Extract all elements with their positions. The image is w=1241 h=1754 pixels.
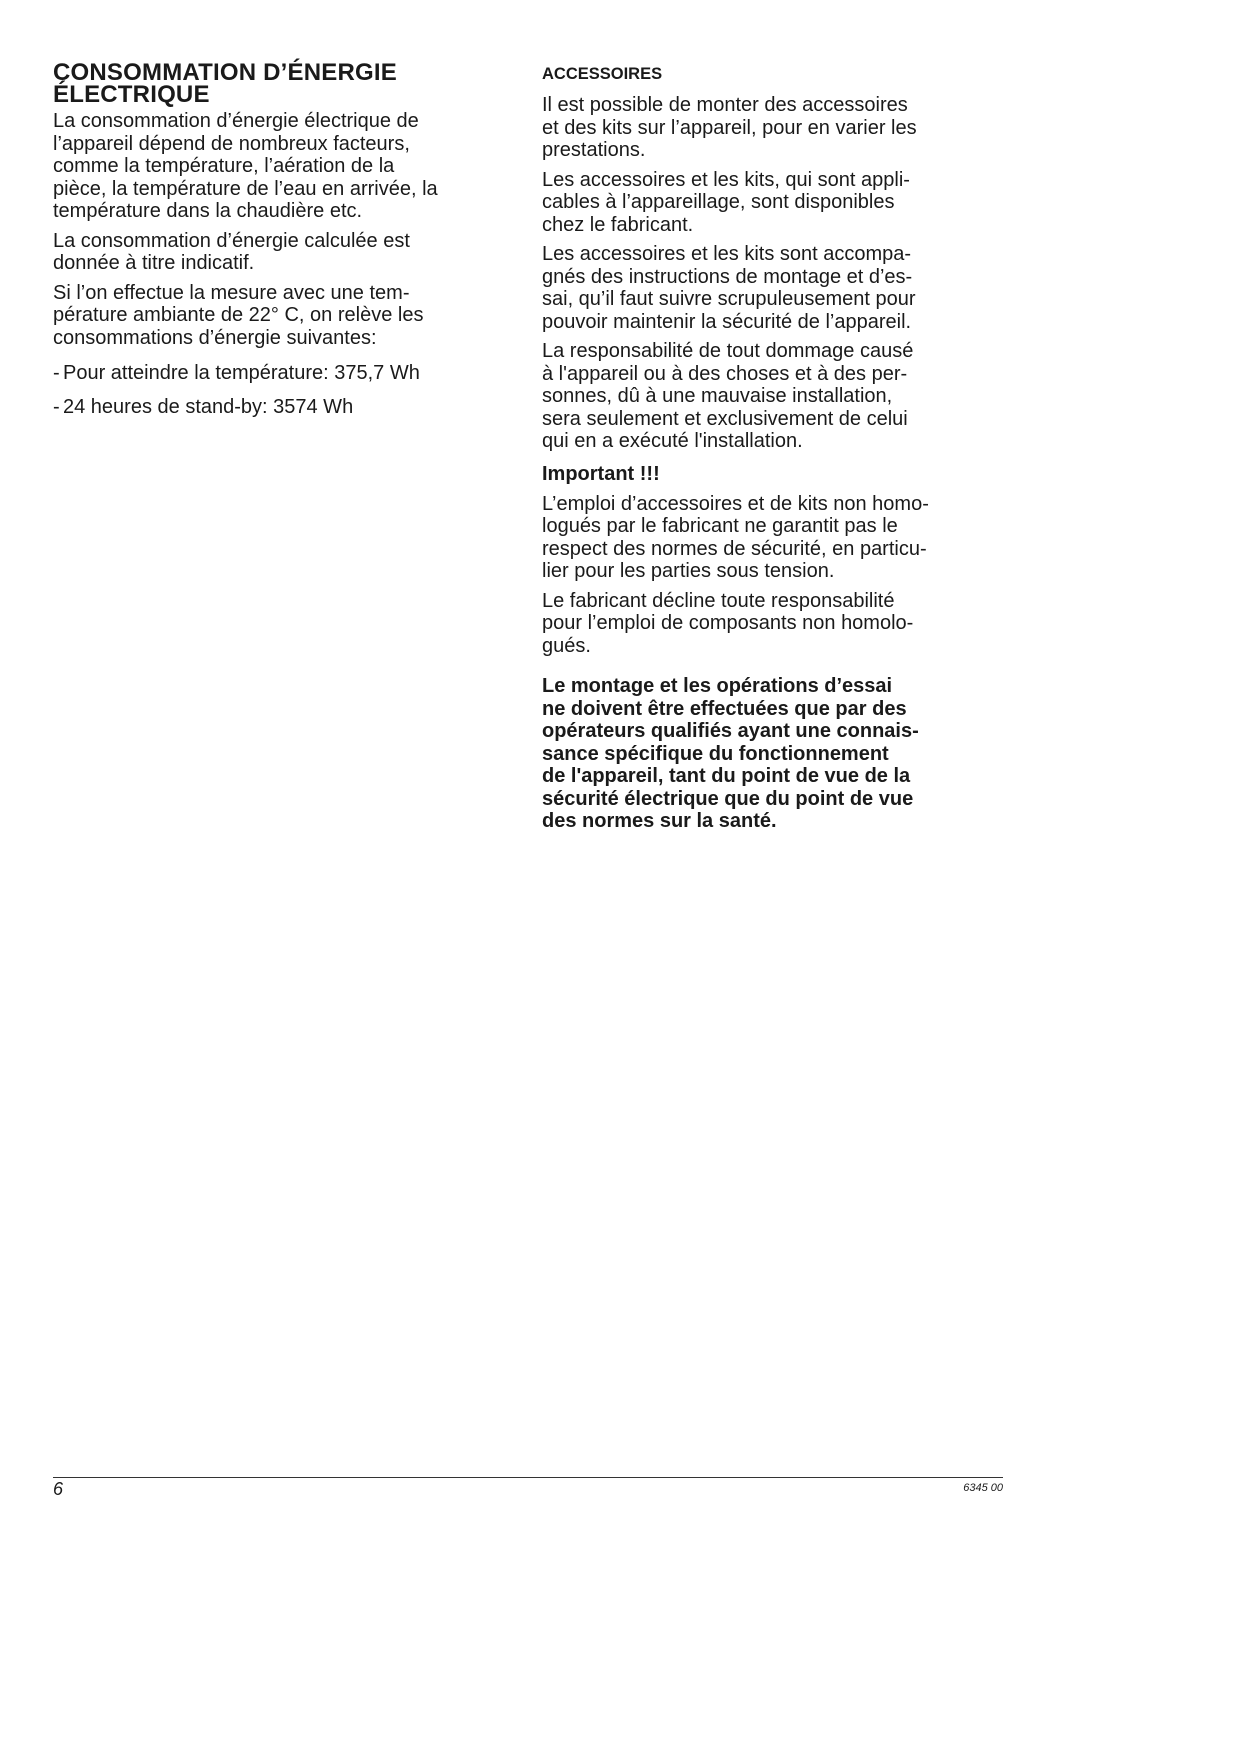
document-code: 6345 00 [963, 1482, 1003, 1494]
list-item-text: 24 heures de stand-by: 3574 Wh [63, 395, 354, 418]
important-paragraph-2: Le fabricant décline toute responsabilité pour l’emploi de composants non homolo- gués. [542, 589, 914, 657]
page-number: 6 [53, 1479, 64, 1499]
accessories-paragraph-1: Il est possible de monter des accessoires et des kits sur l’appareil, pour en varier les prestations. [542, 94, 917, 161]
list-item-text: Pour atteindre la température: 375,7 Wh [63, 362, 420, 384]
list-item [53, 362, 521, 385]
energy-paragraph-1: La consommation d’énergie électrique de l’appareil dépend de nombreux facteurs, comme la température, l’aération de la pièce, la température de l’eau en arrivée, la température dans la chaudière etc. [53, 110, 438, 222]
list-dash: - [53, 395, 60, 418]
list-dash: - [53, 362, 60, 384]
energy-paragraph-3: Si l’on effectue la mesure avec une tem- pérature ambiante de 22° C, on relève les consommations d’énergie suivantes: [53, 281, 424, 349]
energy-heading: CONSOMMATION D’ÉNERGIE ÉLECTRIQUE [53, 59, 397, 108]
energy-paragraph-2: La consommation d’énergie calculée est donnée à titre indicatif. [53, 229, 410, 274]
accessories-paragraph-3: Les accessoires et les kits sont accompa- gnés des instructions de montage et d’es- sai, qu’il faut suivre scrupuleusement pour pouvoir maintenir la sécurité de l’appareil. [542, 243, 916, 333]
left-column [53, 59, 521, 429]
important-heading: Important !!! [542, 462, 660, 485]
accessories-paragraph-2: Les accessoires et les kits, qui sont appli- cables à l’appareillage, sont disponibles chez le fabricant. [542, 168, 910, 236]
footer-divider [53, 1477, 1003, 1478]
accessories-heading: ACCESSOIRES [542, 65, 663, 83]
list-item [53, 396, 521, 419]
right-column [542, 62, 1012, 833]
accessories-paragraph-4: La responsabilité de tout dommage causé à l'appareil ou à des choses et à des per- sonnes, dû à une mauvaise installation, sera seulement et exclusivement de celui qui en a exécuté l'installation. [542, 340, 914, 452]
important-paragraph-1: L’emploi d’accessoires et de kits non homo- logués par le fabricant ne garantit pas le respect des normes de sécurité, en particu- lier pour les parties sous tension. [542, 492, 929, 582]
safety-warning: Le montage et les opérations d’essai ne doivent être effectuées que par des opérateurs qualifiés ayant une connais- sance spécifique du fonctionnement de l'appareil, tant du point de vue de la sécurité électrique que du point de vue des normes sur la santé. [542, 675, 919, 832]
